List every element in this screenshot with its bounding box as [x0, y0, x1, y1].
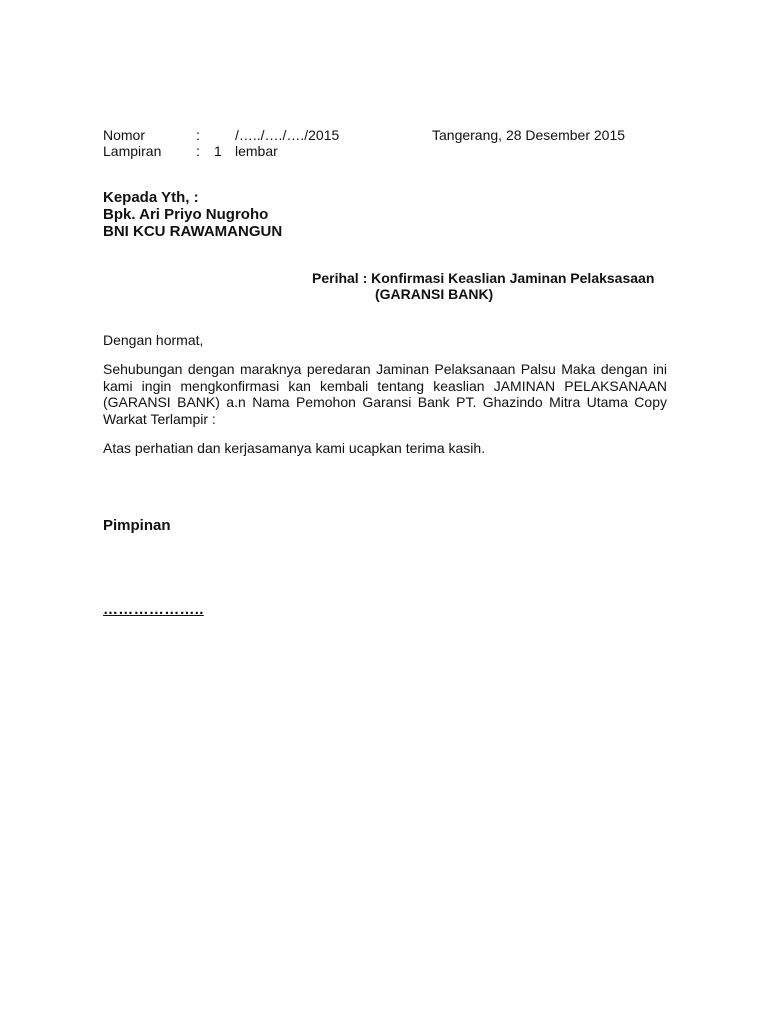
subject-line-2: (GARANSI BANK) [375, 286, 494, 302]
recipient-name: Bpk. Ari Priyo Nugroho [103, 206, 269, 223]
body-paragraph-1: Sehubungan dengan maraknya peredaran Jaminan Pelaksanaan Palsu Maka dengan ini kami ingin mengkonfirmasi kan kembali tentang keaslian JAMINAN PELAKSANAAN (GARANSI BANK) a.n Nama Pemohon Garansi Bank PT. Ghazindo Mitra Utama Copy Warkat Terlampir : [103, 361, 667, 427]
lampiran-count: 1 [214, 143, 222, 159]
greeting: Dengan hormat, [103, 332, 204, 348]
signature-title: Pimpinan [103, 517, 171, 534]
nomor-colon: : [196, 127, 200, 143]
lampiran-colon: : [196, 143, 200, 159]
recipient-salutation: Kepada Yth, : [103, 189, 199, 206]
lampiran-unit: lembar [235, 143, 278, 159]
subject-line: Perihal : Konfirmasi Keaslian Jaminan Pelaksasaan [312, 270, 655, 286]
nomor-label: Nomor [103, 127, 146, 143]
nomor-value: /…../…./…./2015 [235, 127, 340, 143]
lampiran-label: Lampiran [103, 143, 162, 159]
recipient-institution: BNI KCU RAWAMANGUN [103, 223, 283, 240]
body-paragraph-2: Atas perhatian dan kerjasamanya kami ucapkan terima kasih. [103, 440, 486, 456]
signature-name-placeholder: ……………….. [103, 601, 204, 618]
letter-date: Tangerang, 28 Desember 2015 [432, 127, 626, 143]
